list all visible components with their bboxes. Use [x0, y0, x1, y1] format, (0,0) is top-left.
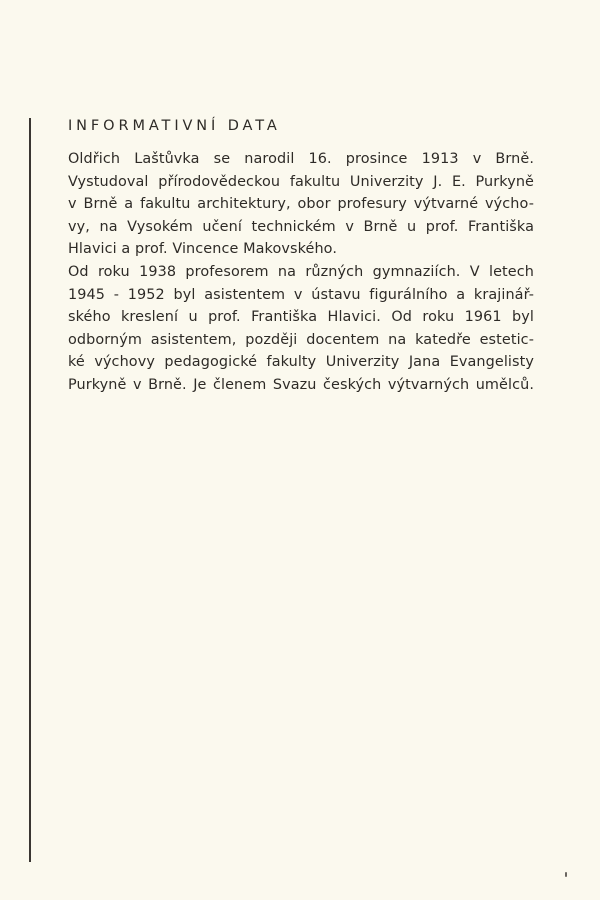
text-line: vy, na Vysokém učení technickém v Brně u prof. Františka [68, 218, 534, 235]
text-line: ského kreslení u prof. Františka Hlavici. Od roku 1961 byl [68, 309, 534, 326]
section-heading: INFORMATIVNÍ DATA [68, 118, 281, 134]
body-text [68, 148, 534, 397]
margin-rule [29, 118, 31, 862]
text-line: Oldřich Laštůvka se narodil 16. prosince 1913 v Brně. [68, 151, 534, 167]
text-line: Vystudoval přírodovědeckou fakultu Univerzity J. E. Purkyně [68, 173, 534, 190]
text-line: Od roku 1938 profesorem na různých gymnaziích. V letech [68, 263, 534, 280]
text-line: Purkyně v Brně. Je členem Svazu českých výtvarných umělců. [68, 376, 534, 393]
print-speck [565, 872, 567, 877]
text-line: odborným asistentem, později docentem na katedře estetic- [68, 331, 534, 348]
text-line: v Brně a fakultu architektury, obor profesury výtvarné výcho- [68, 196, 534, 213]
text-line: ké výchovy pedagogické fakulty Univerzity Jana Evangelisty [68, 354, 534, 371]
text-line: Hlavici a prof. Vincence Makovského. [68, 241, 338, 258]
text-line: 1945 - 1952 byl asistentem v ústavu figurálního a krajinář- [68, 286, 534, 303]
